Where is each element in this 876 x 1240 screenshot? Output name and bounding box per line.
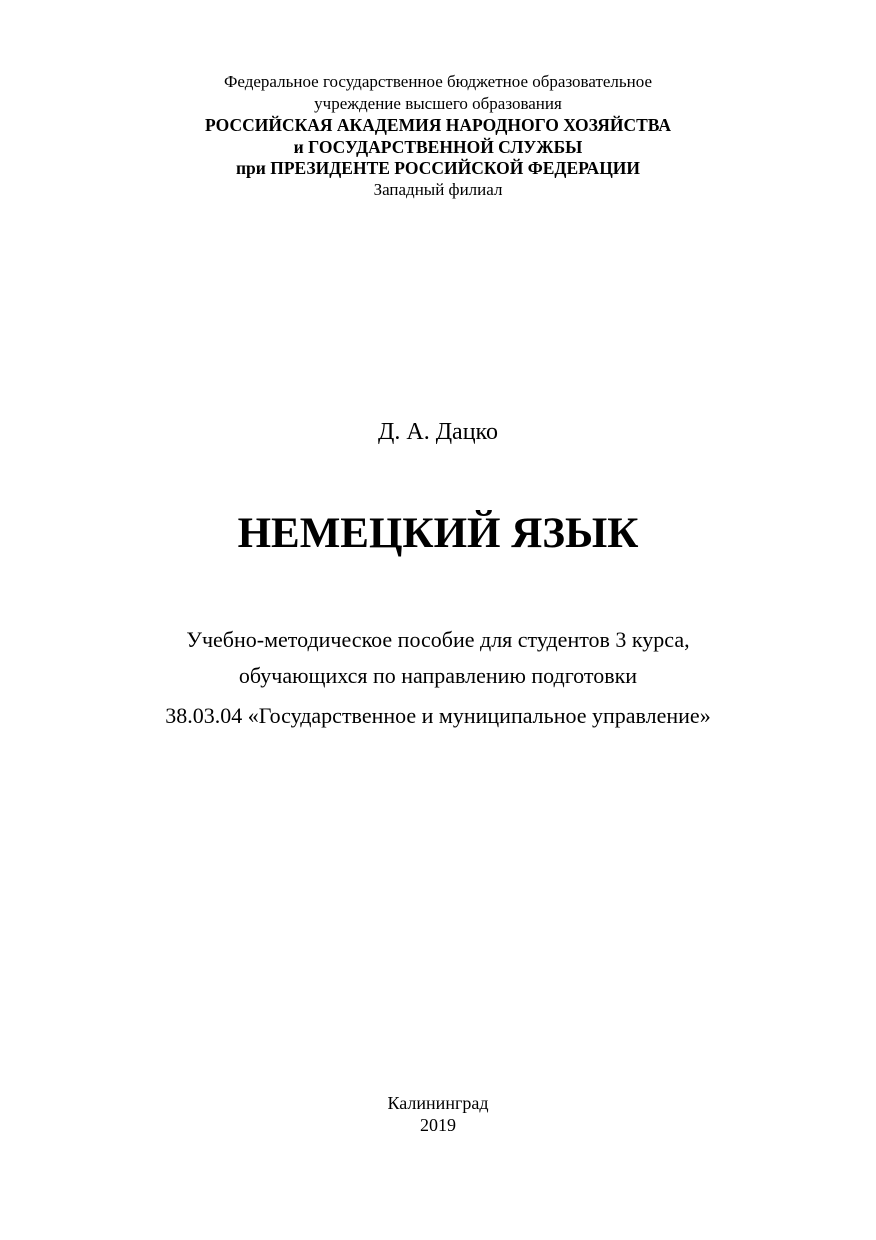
institution-header-line-2: учреждение высшего образования (314, 94, 562, 113)
author-name: Д. А. Дацко (377, 419, 498, 445)
institution-name-line-1: РОССИЙСКАЯ АКАДЕМИЯ НАРОДНОГО ХОЗЯЙСТВА (205, 115, 671, 135)
description-line-3: 38.03.04 «Государственное и муниципальное управление» (165, 703, 711, 728)
publication-year: 2019 (420, 1115, 456, 1135)
branch-name: Западный филиал (373, 180, 503, 199)
institution-name-line-2: и ГОСУДАРСТВЕННОЙ СЛУЖБЫ (293, 137, 583, 157)
description-line-2: обучающихся по направлению подготовки (238, 663, 638, 688)
institution-header-line-1: Федеральное государственное бюджетное образовательное (223, 72, 653, 91)
book-title: НЕМЕЦКИЙ ЯЗЫК (237, 510, 639, 557)
institution-name-line-3: при ПРЕЗИДЕНТЕ РОССИЙСКОЙ ФЕДЕРАЦИИ (235, 158, 641, 178)
publication-city: Калининград (387, 1093, 489, 1113)
description-line-1: Учебно-методическое пособие для студентов 3 курса, (186, 627, 690, 652)
